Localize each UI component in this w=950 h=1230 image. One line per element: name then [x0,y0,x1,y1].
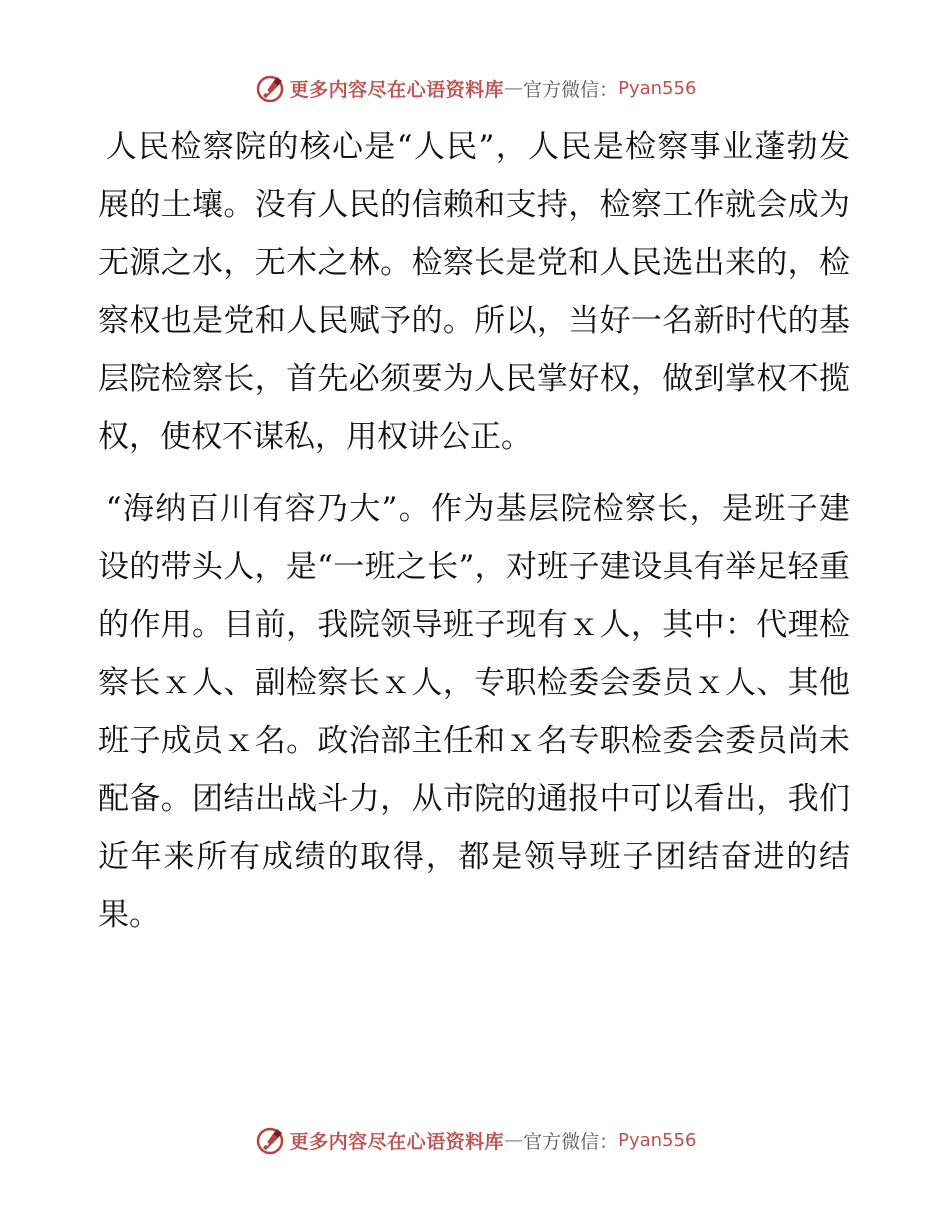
banner-main-text: 更多内容尽在心语资料库 [289,78,505,101]
banner-wechat-label: 官方微信： [523,1130,619,1153]
paragraph-2: “海纳百川有容乃大”。作为基层院检察长，是班子建设的带头人，是“一班之长”，对班子建设具有举足轻重的作用。目前，我院领导班子现有ｘ人，其中：代理检察长ｘ人、副检察长ｘ人，专职检委会委员ｘ人、其他班子成员ｘ名。政治部主任和ｘ名专职检委会委员尚未配备。团结出战斗力，从市院的通报中可以看出，我们近年来所有成绩的取得，都是领导班子团结奋进的结果。 [98,491,850,933]
paragraph-1: 人民检察院的核心是“人民”，人民是检察事业蓬勃发展的土壤。没有人民的信赖和支持，检察工作就会成为无源之水，无木之林。检察长是党和人民选出来的，检察权也是党和人民赋予的。所以，当好一名新时代的基层院检察长，首先必须要为人民掌好权，做到掌权不揽权，使权不谋私，用权讲公正。 [98,129,850,455]
banner-separator: — [504,77,524,99]
banner-separator: — [504,1129,524,1151]
header-watermark-banner [0,70,950,106]
banner-wechat-label: 官方微信： [523,78,619,101]
pen-logo-icon [254,1124,286,1156]
banner-wechat-id: Pyan556 [618,77,697,99]
banner-main-text: 更多内容尽在心语资料库 [289,1130,505,1153]
pen-logo-icon [254,72,286,104]
footer-watermark-banner [0,1122,950,1158]
banner-wechat-id: Pyan556 [618,1129,697,1151]
document-body [98,118,850,944]
